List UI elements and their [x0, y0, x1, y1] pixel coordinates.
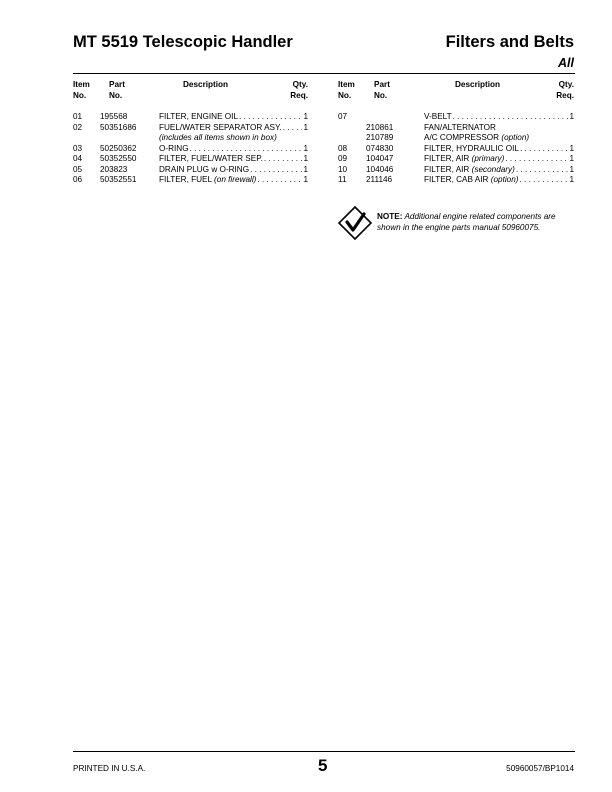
description: V-BELT . . . 1: [424, 112, 574, 123]
item-no: 10: [338, 165, 348, 174]
document-number: 50960057/BP1014: [506, 764, 574, 773]
description: FILTER, FUEL (on firewall) . . . 1: [159, 175, 308, 186]
header-item-right: Item No.: [338, 80, 355, 100]
qty: 1: [569, 112, 574, 121]
part-no: 210789: [366, 133, 394, 142]
part-no: 50351686: [100, 123, 137, 132]
checkmark-icon: [338, 206, 372, 240]
item-no: 01: [73, 112, 83, 121]
description: FILTER, HYDRAULIC OIL . . . 1: [424, 144, 574, 155]
qty: 1: [569, 144, 574, 153]
item-no: 04: [73, 154, 83, 163]
header-description-right: Description: [455, 80, 501, 89]
description: FILTER, AIR (primary) . . . 1: [424, 154, 574, 165]
qty: 1: [569, 154, 574, 163]
page-number: 5: [318, 756, 328, 775]
description-note: (includes all items shown in box): [159, 133, 277, 142]
part-no: 211146: [366, 175, 393, 184]
header-qty-right: Qty. Req.: [556, 80, 574, 100]
description: A/C COMPRESSOR (option): [424, 133, 530, 142]
qty: 1: [303, 112, 308, 121]
qty: 1: [569, 175, 574, 184]
description: FAN/ALTERNATOR: [424, 123, 496, 132]
header-rule: [73, 73, 575, 74]
item-no: 06: [73, 175, 83, 184]
part-no: 104047: [366, 154, 394, 163]
header-description: Description: [183, 80, 229, 89]
part-no: 074830: [366, 144, 394, 153]
item-no: 02: [73, 123, 83, 132]
item-no: 09: [338, 154, 348, 163]
part-no: 50250362: [100, 144, 137, 153]
qty: 1: [569, 165, 574, 174]
item-no: 08: [338, 144, 348, 153]
description: FUEL/WATER SEPARATOR ASY. . . . 1: [159, 123, 308, 134]
section-title: Filters and Belts: [445, 33, 574, 51]
footer-printed: PRINTED IN U.S.A.: [73, 764, 146, 773]
qty: 1: [303, 154, 308, 163]
item-no: 07: [338, 112, 348, 121]
qty: 1: [303, 123, 308, 132]
qty: 1: [303, 165, 308, 174]
footer-rule: [73, 751, 575, 752]
part-no: 50352550: [100, 154, 137, 163]
header-qty: Qty. Req.: [290, 80, 308, 100]
item-no: 11: [338, 175, 347, 184]
item-no: 03: [73, 144, 83, 153]
part-no: 104046: [366, 165, 394, 174]
description: FILTER, ENGINE OIL . . . 1: [159, 112, 308, 123]
header-item: Item No.: [73, 80, 90, 100]
qty: 1: [303, 175, 308, 184]
part-no: 210861: [366, 123, 394, 132]
part-no: 195568: [100, 112, 128, 121]
header-part-right: Part No.: [374, 80, 390, 100]
note-text: NOTE: Additional engine related components are shown in the engine parts manual 50960075.: [377, 212, 556, 232]
description: O-RING . . . 1: [159, 144, 308, 155]
description: FILTER, FUEL/WATER SEP. . . . 1: [159, 154, 308, 165]
qty: 1: [303, 144, 308, 153]
part-no: 50352551: [100, 175, 137, 184]
description: FILTER, CAB AIR (option) . . . 1: [424, 175, 574, 186]
part-no: 203823: [100, 165, 128, 174]
description: DRAIN PLUG w O-RING . . . 1: [159, 165, 308, 176]
description: FILTER, AIR (secondary) . . . 1: [424, 165, 574, 176]
section-subtitle: All: [558, 56, 574, 70]
page-title: MT 5519 Telescopic Handler: [73, 33, 293, 51]
header-part: Part No.: [109, 80, 125, 100]
item-no: 05: [73, 165, 83, 174]
